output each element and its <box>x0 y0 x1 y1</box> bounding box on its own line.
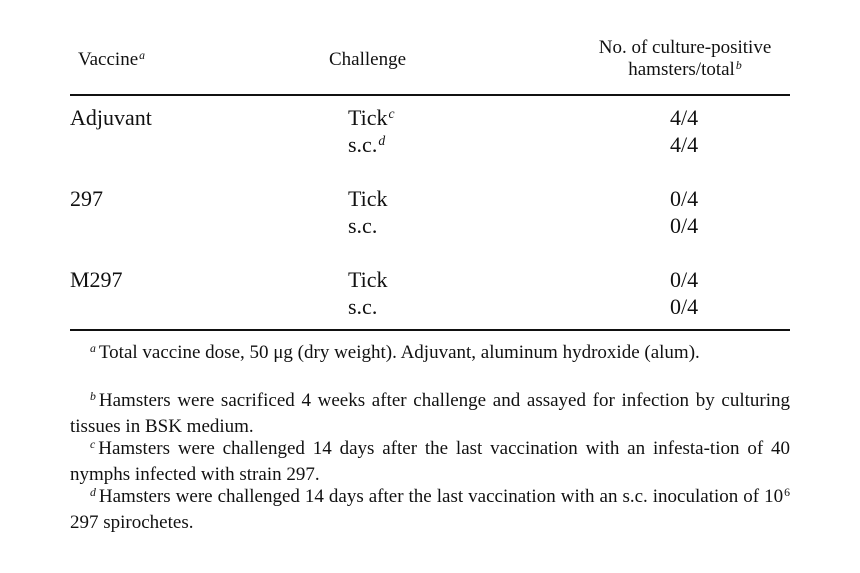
header-vaccine <box>78 49 145 73</box>
footnote-text: Hamsters were challenged 14 days after the last vaccination with an s.c. inoculation of 10 <box>98 486 784 507</box>
result-cell: 0/4 <box>670 294 699 319</box>
vaccine-adjuvant: Adjuvant <box>70 105 152 130</box>
challenge-cell: Tick <box>348 267 388 292</box>
bottom-rule <box>70 329 790 331</box>
footnote-mark: c <box>90 437 96 451</box>
challenge-cell: Tick <box>348 186 388 211</box>
footnote-b <box>70 389 790 439</box>
result-cell: 4/4 <box>670 105 699 130</box>
challenge-cell <box>348 105 395 134</box>
challenge-label: s.c. <box>348 132 378 157</box>
challenge-note: d <box>378 132 386 148</box>
footnote-d <box>70 485 790 535</box>
header-result-line2 <box>560 59 810 83</box>
header-result-line2-label: hamsters/total <box>628 59 735 80</box>
footnote-text: Total vaccine dose, 50 μg (dry weight). Adjuvant, aluminum hydroxide (alum). <box>98 342 700 363</box>
challenge-cell: s.c. <box>348 213 378 238</box>
footnote-exponent: 6 <box>784 485 790 499</box>
footnote-c <box>70 437 790 487</box>
header-result-line1: No. of culture-positive <box>598 37 772 58</box>
header-vaccine-note: a <box>139 48 146 62</box>
header-result <box>560 37 810 83</box>
footnote-mark: b <box>90 389 96 403</box>
header-vaccine-label: Vaccine <box>78 49 139 70</box>
result-cell: 0/4 <box>670 267 699 292</box>
footnote-a <box>70 341 790 367</box>
footnote-text: Hamsters were challenged 14 days after the last vaccination with an infesta-tion of 40 nymphs infected with strain 297. <box>70 438 790 485</box>
vaccine-m297: M297 <box>70 267 123 292</box>
challenge-note: c <box>388 105 395 121</box>
header-result-note: b <box>735 58 742 72</box>
result-cell: 0/4 <box>670 186 699 211</box>
footnote-text-end: 297 spirochetes. <box>70 512 194 533</box>
header-challenge: Challenge <box>329 49 407 70</box>
footnote-mark: a <box>90 341 96 355</box>
challenge-label: Tick <box>348 105 388 130</box>
vaccine-297: 297 <box>70 186 103 211</box>
result-cell: 0/4 <box>670 213 699 238</box>
result-cell: 4/4 <box>670 132 699 157</box>
footnote-text: Hamsters were sacrificed 4 weeks after challenge and assayed for infection by culturing tissues in BSK medium. <box>70 390 790 437</box>
challenge-cell <box>348 132 385 161</box>
header-rule <box>70 94 790 96</box>
footnote-mark: d <box>90 485 96 499</box>
challenge-cell: s.c. <box>348 294 378 319</box>
